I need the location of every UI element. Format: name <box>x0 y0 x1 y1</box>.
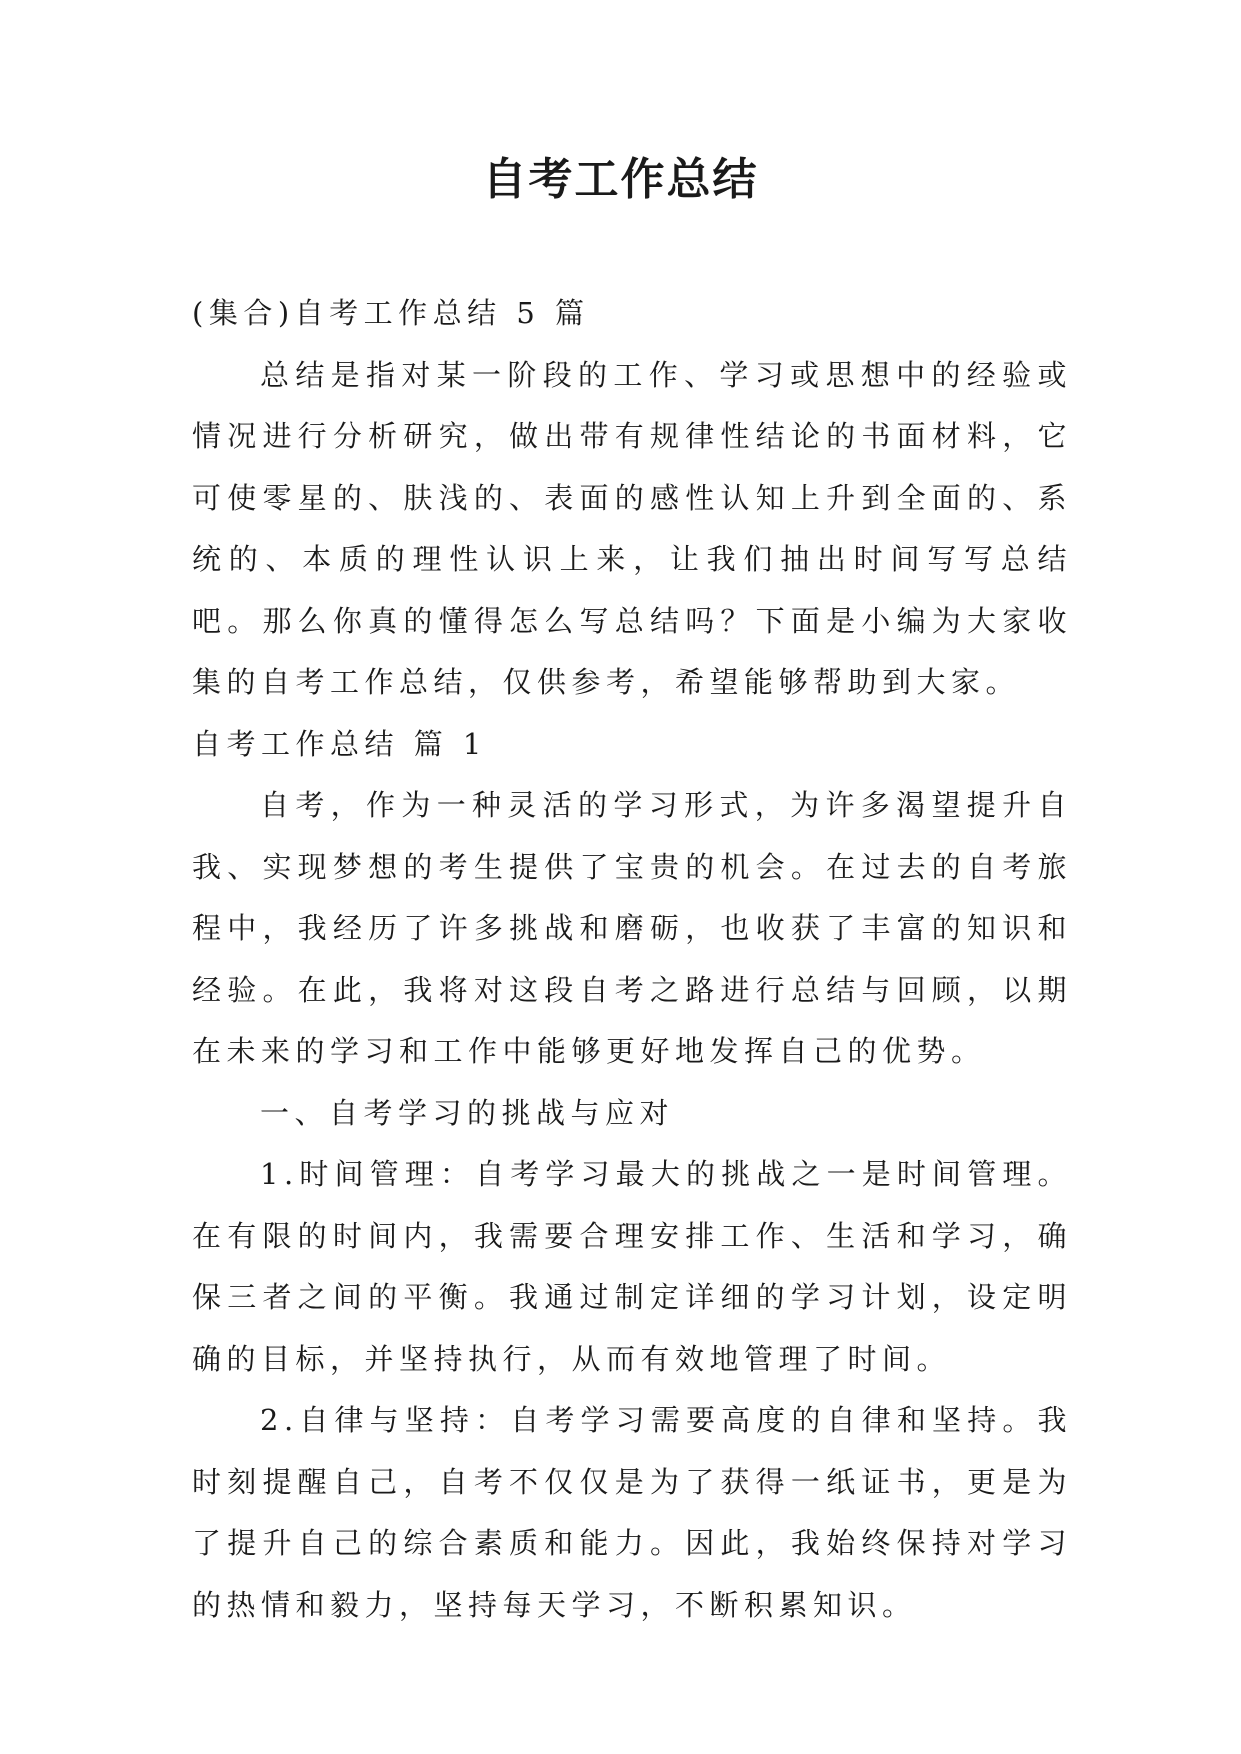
intro-paragraph: 总结是指对某一阶段的工作、学习或思想中的经验或情况进行分析研究，做出带有规律性结论的书面材料，它可使零星的、肤浅的、表面的感性认知上升到全面的、系统的、本质的理性认识上来，让我们抽出时间写写总结吧。那么你真的懂得怎么写总结吗？下面是小编为大家收集的自考工作总结，仅供参考，希望能够帮助到大家。 <box>192 357 1072 699</box>
document-title: 自考工作总结 <box>482 154 759 205</box>
body-paragraph: 1.时间管理：自考学习最大的挑战之一是时间管理。在有限的时间内，我需要合理安排工作、生活和学习，确保三者之间的平衡。我通过制定详细的学习计划，设定明确的目标，并坚持执行，从而有效地管理了时间。 <box>192 1157 1072 1376</box>
body-paragraph: 2.自律与坚持：自考学习需要高度的自律和坚持。我时刻提醒自己，自考不仅仅是为了获得一纸证书，更是为了提升自己的综合素质和能力。因此，我始终保持对学习的热情和毅力，坚持每天学习，不断积累知识。 <box>192 1403 1072 1622</box>
document-body <box>192 283 1072 1636</box>
section-heading: 自考工作总结 篇 1 <box>192 726 487 761</box>
document-subtitle: (集合)自考工作总结 5 篇 <box>192 296 590 330</box>
body-paragraph: 自考，作为一种灵活的学习形式，为许多渴望提升自我、实现梦想的考生提供了宝贵的机会。在过去的自考旅程中，我经历了许多挑战和磨砺，也收获了丰富的知识和经验。在此，我将对这段自考之路进行总结与回顾，以期在未来的学习和工作中能够更好地发挥自己的优势。 <box>192 788 1072 1068</box>
subheading: 一、自考学习的挑战与应对 <box>260 1095 675 1130</box>
